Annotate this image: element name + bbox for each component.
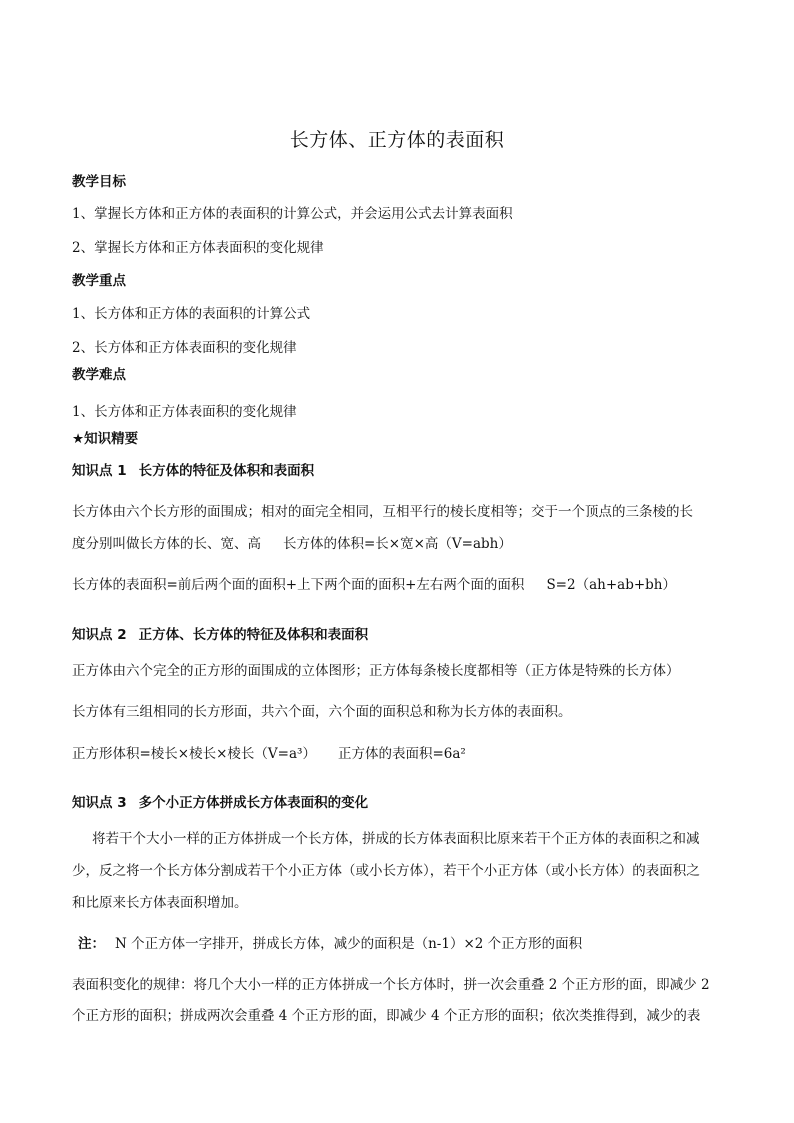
objective-item-1: 1、掌握长方体和正方体的表面积的计算公式，并会运用公式去计算表面积 xyxy=(72,206,513,222)
kp1-line-3a: 长方体的表面积=前后两个面的面积+上下两个面的面积+左右两个面的面积 xyxy=(72,577,525,593)
kp1-header xyxy=(72,462,732,480)
kp2-surface-formula: 正方体的表面积=6a² xyxy=(337,746,466,762)
kp2-line-3 xyxy=(72,745,732,763)
difficulties-heading: 教学难点 xyxy=(72,367,126,383)
kp1-volume-formula: 长方体的体积=长×宽×高（V=abh） xyxy=(283,536,512,552)
kp3-label: 知识点 3 xyxy=(72,795,127,811)
kp3-para-line-1: 将若干个大小一样的正方体拼成一个长方体，拼成的长方体表面积比原来若干个正方体的表面积之和减 xyxy=(92,831,700,847)
kp3-rule-line-2: 个正方形的面积；拼成两次会重叠 4 个正方形的面，即减少 4 个正方形的面积；依次类推得到，减少的表 xyxy=(72,1008,701,1024)
kp3-note-label: 注： xyxy=(78,936,105,952)
kp3-rule-line-1: 表面积变化的规律：将几个大小一样的正方体拼成一个长方体时，拼一次会重叠 2 个正方形的面，即减少 2 xyxy=(72,977,710,993)
kp2-line-1: 正方体由六个完全的正方形的面围成的立体图形；正方体每条棱长度都相等（正方体是特殊的长方体） xyxy=(72,663,680,679)
kp3-note xyxy=(78,935,738,953)
kp1-surface-formula: S=2（ah+ab+bh） xyxy=(546,577,676,593)
objectives-heading: 教学目标 xyxy=(72,174,126,190)
summary-heading: ★知识精要 xyxy=(72,431,139,447)
key-point-item-2: 2、长方体和正方体表面积的变化规律 xyxy=(72,340,297,356)
kp1-line-2a: 度分别叫做长方体的长、宽、高 xyxy=(72,536,261,552)
kp3-title: 多个小正方体拼成长方体表面积的变化 xyxy=(138,795,369,811)
kp2-title: 正方体、长方体的特征及体积和表面积 xyxy=(138,627,369,643)
kp3-para-line-2: 少，反之将一个长方体分割成若干个小正方体（或小长方体），若干个小正方体（或小长方体）的表面积之 xyxy=(72,863,700,879)
difficulty-item-1: 1、长方体和正方体表面积的变化规律 xyxy=(72,404,297,420)
kp1-label: 知识点 1 xyxy=(72,463,127,479)
kp1-line-1: 长方体由六个长方形的面围成；相对的面完全相同，互相平行的棱长度相等；交于一个顶点的三条棱的长 xyxy=(72,504,693,520)
kp1-line-3 xyxy=(72,576,732,594)
kp2-line-2: 长方体有三组相同的长方形面，共六个面，六个面的面积总和称为长方体的表面积。 xyxy=(72,704,572,720)
kp3-para-line-3: 和比原来长方体表面积增加。 xyxy=(72,895,248,911)
kp1-line-2 xyxy=(72,535,732,553)
kp1-title: 长方体的特征及体积和表面积 xyxy=(138,463,315,479)
kp2-header xyxy=(72,626,732,644)
kp2-volume-formula: 正方形体积=棱长×棱长×棱长（V=a³） xyxy=(72,746,316,762)
kp2-label: 知识点 2 xyxy=(72,627,127,643)
kp3-note-text: N 个正方体一字排开，拼成长方体，减少的面积是（n-1）×2 个正方形的面积 xyxy=(115,936,583,952)
page-title: 长方体、正方体的表面积 xyxy=(289,129,505,151)
key-point-item-1: 1、长方体和正方体的表面积的计算公式 xyxy=(72,306,311,322)
key-points-heading: 教学重点 xyxy=(72,273,126,289)
kp3-header xyxy=(72,794,732,812)
objective-item-2: 2、掌握长方体和正方体表面积的变化规律 xyxy=(72,240,324,256)
